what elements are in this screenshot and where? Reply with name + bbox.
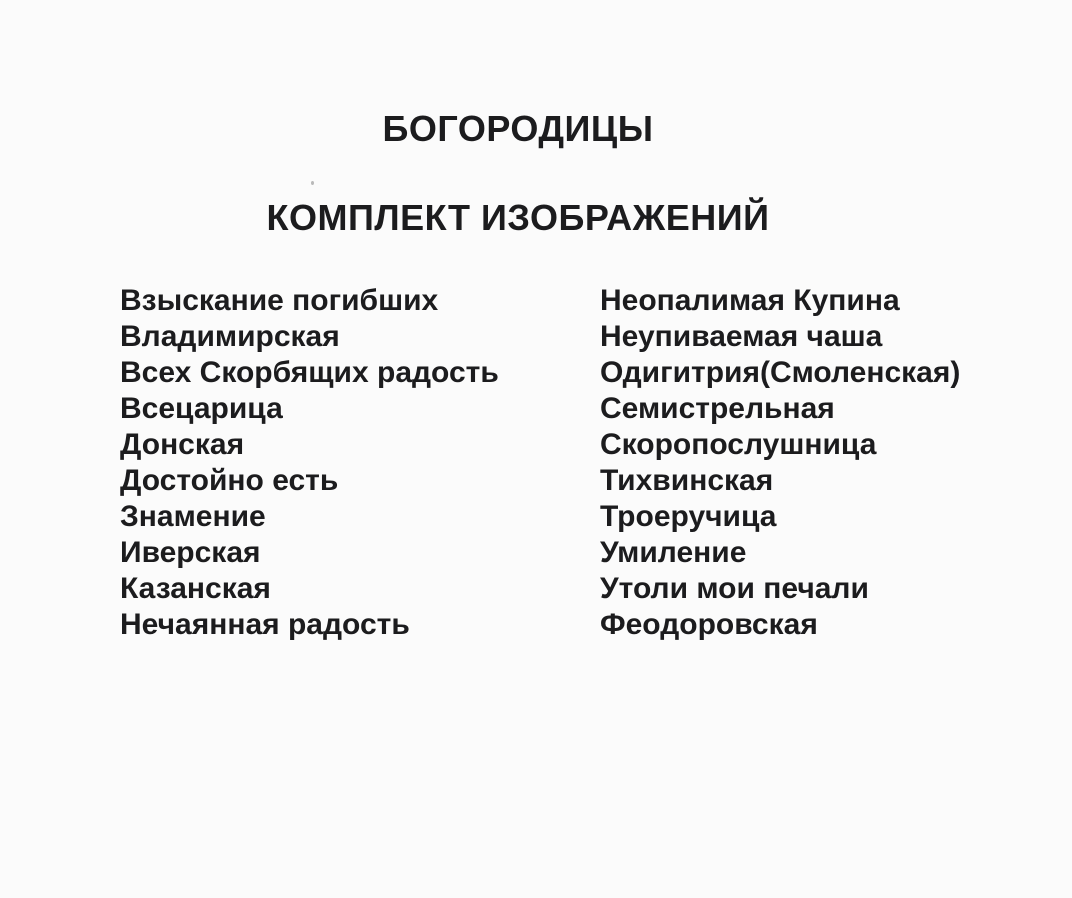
list-item: Троеручица bbox=[600, 500, 777, 533]
list-item: Иверская bbox=[120, 536, 261, 569]
list-item: Одигитрия(Смоленская) bbox=[600, 356, 961, 389]
list-item: Неопалимая Купина bbox=[600, 284, 900, 317]
icon-list-left-column bbox=[120, 283, 600, 643]
list-item: Владимирская bbox=[120, 320, 340, 353]
list-item: Тихвинская bbox=[600, 464, 774, 497]
list-item: Взыскание погибших bbox=[120, 284, 439, 317]
list-item: Нечаянная радость bbox=[120, 608, 410, 641]
list-item: Донская bbox=[120, 428, 245, 461]
icon-name-columns bbox=[120, 283, 1072, 643]
list-item: Достойно есть bbox=[120, 464, 339, 497]
list-item: Казанская bbox=[120, 572, 271, 605]
page-title: БОГОРОДИЦЫ bbox=[382, 108, 654, 149]
list-item: Феодоровская bbox=[600, 608, 818, 641]
list-item: Семистрельная bbox=[600, 392, 835, 425]
list-item: Умиление bbox=[600, 536, 747, 569]
icon-list-right-column bbox=[600, 283, 1072, 643]
list-item: Всецарица bbox=[120, 392, 283, 425]
list-item: Утоли мои печали bbox=[600, 572, 869, 605]
list-item: Всех Скорбящих радость bbox=[120, 356, 499, 389]
list-item: Скоропослушница bbox=[600, 428, 877, 461]
list-item: Знамение bbox=[120, 500, 266, 533]
page-subtitle: КОМПЛЕКТ ИЗОБРАЖЕНИЙ bbox=[266, 197, 770, 238]
list-item: Неупиваемая чаша bbox=[600, 320, 883, 353]
scan-artifact-speck bbox=[311, 181, 314, 185]
